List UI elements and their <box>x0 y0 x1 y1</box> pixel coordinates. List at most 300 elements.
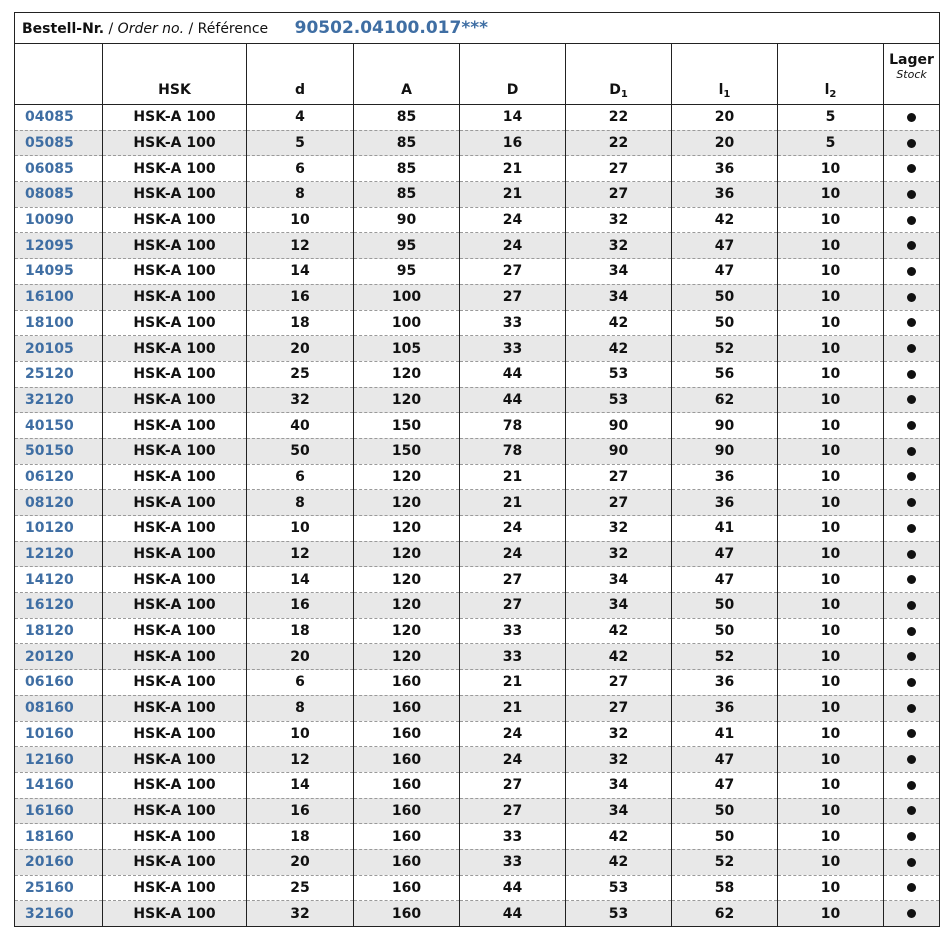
l1-cell: 47 <box>672 233 778 259</box>
a-cell: 120 <box>354 490 460 516</box>
outer-d-cell: 24 <box>460 207 566 233</box>
l2-cell: 10 <box>778 284 884 310</box>
a-cell: 85 <box>354 182 460 208</box>
outer-d-cell: 21 <box>460 182 566 208</box>
hsk-cell: HSK-A 100 <box>103 413 247 439</box>
in-stock-dot-icon <box>907 627 916 636</box>
label-de: Bestell-Nr. <box>22 21 105 37</box>
in-stock-dot-icon <box>907 781 916 790</box>
in-stock-dot-icon <box>907 729 916 738</box>
outer-d-cell: 27 <box>460 284 566 310</box>
d1-cell: 34 <box>566 798 672 824</box>
order-cell: 50150 <box>15 438 103 464</box>
a-cell: 120 <box>354 567 460 593</box>
outer-d-cell: 33 <box>460 849 566 875</box>
stock-cell <box>884 593 940 619</box>
d1-cell: 34 <box>566 593 672 619</box>
in-stock-dot-icon <box>907 601 916 610</box>
order-cell: 14095 <box>15 259 103 285</box>
d-cell: 12 <box>247 747 354 773</box>
d-cell: 12 <box>247 541 354 567</box>
table-row <box>15 490 940 516</box>
d-cell: 14 <box>247 772 354 798</box>
l1-cell: 47 <box>672 772 778 798</box>
l2-cell: 10 <box>778 438 884 464</box>
d1-cell: 27 <box>566 670 672 696</box>
in-stock-dot-icon <box>907 704 916 713</box>
table-row <box>15 156 940 182</box>
table-row <box>15 875 940 901</box>
table-row <box>15 618 940 644</box>
stock-cell <box>884 721 940 747</box>
order-cell: 05085 <box>15 130 103 156</box>
l2-cell: 10 <box>778 772 884 798</box>
stock-cell <box>884 105 940 131</box>
table-row <box>15 259 940 285</box>
l2-cell: 10 <box>778 849 884 875</box>
hsk-cell: HSK-A 100 <box>103 824 247 850</box>
stock-cell <box>884 310 940 336</box>
hsk-cell: HSK-A 100 <box>103 721 247 747</box>
l1-cell: 90 <box>672 438 778 464</box>
table-row <box>15 233 940 259</box>
l1-cell: 50 <box>672 618 778 644</box>
in-stock-dot-icon <box>907 164 916 173</box>
title-cell <box>15 13 940 44</box>
hsk-cell: HSK-A 100 <box>103 387 247 413</box>
stock-cell <box>884 490 940 516</box>
hsk-cell: HSK-A 100 <box>103 901 247 927</box>
hsk-cell: HSK-A 100 <box>103 747 247 773</box>
a-cell: 160 <box>354 849 460 875</box>
l2-cell: 10 <box>778 259 884 285</box>
l1-cell: 58 <box>672 875 778 901</box>
d1-cell: 34 <box>566 567 672 593</box>
column-header-lager <box>884 44 940 105</box>
d1-cell: 34 <box>566 284 672 310</box>
hsk-cell: HSK-A 100 <box>103 464 247 490</box>
outer-d-cell: 33 <box>460 336 566 362</box>
outer-d-cell: 16 <box>460 130 566 156</box>
table-row <box>15 747 940 773</box>
d-cell: 6 <box>247 670 354 696</box>
hsk-cell: HSK-A 100 <box>103 361 247 387</box>
separator: / <box>188 21 194 37</box>
table-row <box>15 901 940 927</box>
table-row <box>15 207 940 233</box>
l1-cell: 52 <box>672 336 778 362</box>
table-row <box>15 284 940 310</box>
table-row <box>15 387 940 413</box>
in-stock-dot-icon <box>907 832 916 841</box>
in-stock-dot-icon <box>907 678 916 687</box>
l1-cell: 41 <box>672 721 778 747</box>
d-cell: 14 <box>247 567 354 593</box>
stock-cell <box>884 516 940 542</box>
stock-cell <box>884 695 940 721</box>
a-cell: 85 <box>354 130 460 156</box>
outer-d-cell: 27 <box>460 259 566 285</box>
table-row <box>15 644 940 670</box>
l1-cell: 62 <box>672 387 778 413</box>
a-cell: 120 <box>354 618 460 644</box>
hsk-cell: HSK-A 100 <box>103 695 247 721</box>
label-fr: Référence <box>197 21 269 37</box>
d1-main: D <box>609 82 621 98</box>
hsk-cell: HSK-A 100 <box>103 259 247 285</box>
a-cell: 160 <box>354 824 460 850</box>
in-stock-dot-icon <box>907 447 916 456</box>
table-row <box>15 772 940 798</box>
a-cell: 90 <box>354 207 460 233</box>
in-stock-dot-icon <box>907 524 916 533</box>
d-cell: 14 <box>247 259 354 285</box>
outer-d-cell: 33 <box>460 824 566 850</box>
a-cell: 160 <box>354 721 460 747</box>
hsk-cell: HSK-A 100 <box>103 182 247 208</box>
d1-cell: 53 <box>566 387 672 413</box>
a-cell: 150 <box>354 413 460 439</box>
l2-cell: 10 <box>778 490 884 516</box>
a-cell: 150 <box>354 438 460 464</box>
table-row <box>15 413 940 439</box>
d-cell: 25 <box>247 361 354 387</box>
stock-cell <box>884 233 940 259</box>
a-cell: 95 <box>354 233 460 259</box>
in-stock-dot-icon <box>907 421 916 430</box>
d-cell: 40 <box>247 413 354 439</box>
stock-cell <box>884 207 940 233</box>
l2-cell: 10 <box>778 567 884 593</box>
order-cell: 16160 <box>15 798 103 824</box>
l1-cell: 20 <box>672 130 778 156</box>
label-en: Order no. <box>117 21 185 37</box>
order-cell: 40150 <box>15 413 103 439</box>
d1-sub: 1 <box>620 89 628 100</box>
hsk-cell: HSK-A 100 <box>103 516 247 542</box>
in-stock-dot-icon <box>907 652 916 661</box>
order-cell: 25120 <box>15 361 103 387</box>
column-header-order <box>15 44 103 105</box>
a-cell: 160 <box>354 875 460 901</box>
d1-cell: 22 <box>566 130 672 156</box>
in-stock-dot-icon <box>907 575 916 584</box>
l2-cell: 10 <box>778 824 884 850</box>
l1-cell: 50 <box>672 310 778 336</box>
l1-cell: 56 <box>672 361 778 387</box>
d1-cell: 27 <box>566 490 672 516</box>
table-row <box>15 438 940 464</box>
hsk-cell: HSK-A 100 <box>103 798 247 824</box>
d1-cell: 53 <box>566 875 672 901</box>
l1-cell: 50 <box>672 798 778 824</box>
order-cell: 20105 <box>15 336 103 362</box>
in-stock-dot-icon <box>907 216 916 225</box>
d-cell: 16 <box>247 798 354 824</box>
a-cell: 160 <box>354 670 460 696</box>
in-stock-dot-icon <box>907 858 916 867</box>
column-header-l1 <box>672 44 778 105</box>
l1-cell: 47 <box>672 567 778 593</box>
column-header-hsk: HSK <box>103 44 247 105</box>
stock-cell <box>884 361 940 387</box>
l2-cell: 10 <box>778 310 884 336</box>
stock-cell <box>884 284 940 310</box>
order-cell: 12095 <box>15 233 103 259</box>
l2-cell: 10 <box>778 618 884 644</box>
in-stock-dot-icon <box>907 498 916 507</box>
l1-cell: 36 <box>672 490 778 516</box>
l1-cell: 52 <box>672 644 778 670</box>
outer-d-cell: 27 <box>460 567 566 593</box>
d1-cell: 22 <box>566 105 672 131</box>
d1-cell: 53 <box>566 361 672 387</box>
d-cell: 8 <box>247 490 354 516</box>
a-cell: 120 <box>354 593 460 619</box>
d-cell: 8 <box>247 695 354 721</box>
d1-cell: 42 <box>566 336 672 362</box>
l1-cell: 62 <box>672 901 778 927</box>
outer-d-cell: 33 <box>460 618 566 644</box>
outer-d-cell: 24 <box>460 233 566 259</box>
order-cell: 06085 <box>15 156 103 182</box>
l1-cell: 36 <box>672 464 778 490</box>
l2-cell: 10 <box>778 156 884 182</box>
d-cell: 18 <box>247 824 354 850</box>
l2-cell: 10 <box>778 233 884 259</box>
l1-cell: 50 <box>672 824 778 850</box>
l2-cell: 10 <box>778 182 884 208</box>
in-stock-dot-icon <box>907 344 916 353</box>
article-number: 90502.04100.017*** <box>294 18 488 38</box>
hsk-cell: HSK-A 100 <box>103 670 247 696</box>
stock-cell <box>884 182 940 208</box>
outer-d-cell: 24 <box>460 721 566 747</box>
hsk-cell: HSK-A 100 <box>103 130 247 156</box>
stock-cell <box>884 875 940 901</box>
hsk-cell: HSK-A 100 <box>103 593 247 619</box>
d-cell: 25 <box>247 875 354 901</box>
in-stock-dot-icon <box>907 472 916 481</box>
a-cell: 120 <box>354 361 460 387</box>
table-row <box>15 310 940 336</box>
in-stock-dot-icon <box>907 267 916 276</box>
outer-d-cell: 21 <box>460 670 566 696</box>
l2-cell: 10 <box>778 361 884 387</box>
outer-d-cell: 21 <box>460 695 566 721</box>
stock-cell <box>884 438 940 464</box>
l1-sub: 1 <box>723 89 731 100</box>
outer-d-cell: 27 <box>460 593 566 619</box>
d-cell: 32 <box>247 901 354 927</box>
l2-cell: 10 <box>778 875 884 901</box>
l2-cell: 10 <box>778 644 884 670</box>
a-cell: 120 <box>354 541 460 567</box>
in-stock-dot-icon <box>907 909 916 918</box>
table-row <box>15 541 940 567</box>
d-cell: 20 <box>247 849 354 875</box>
column-header-a: A <box>354 44 460 105</box>
d-cell: 6 <box>247 464 354 490</box>
stock-cell <box>884 464 940 490</box>
stock-cell <box>884 567 940 593</box>
in-stock-dot-icon <box>907 293 916 302</box>
a-cell: 105 <box>354 336 460 362</box>
a-cell: 160 <box>354 747 460 773</box>
hsk-cell: HSK-A 100 <box>103 284 247 310</box>
l1-cell: 52 <box>672 849 778 875</box>
l1-cell: 47 <box>672 259 778 285</box>
outer-d-cell: 78 <box>460 413 566 439</box>
d1-cell: 27 <box>566 156 672 182</box>
d-cell: 32 <box>247 387 354 413</box>
stock-cell <box>884 413 940 439</box>
outer-d-cell: 44 <box>460 387 566 413</box>
l1-cell: 50 <box>672 284 778 310</box>
d1-cell: 42 <box>566 618 672 644</box>
stock-cell <box>884 849 940 875</box>
outer-d-cell: 78 <box>460 438 566 464</box>
d1-cell: 32 <box>566 541 672 567</box>
a-cell: 160 <box>354 798 460 824</box>
d1-cell: 42 <box>566 310 672 336</box>
d-cell: 12 <box>247 233 354 259</box>
outer-d-cell: 21 <box>460 464 566 490</box>
order-cell: 08160 <box>15 695 103 721</box>
d-cell: 5 <box>247 130 354 156</box>
in-stock-dot-icon <box>907 395 916 404</box>
d-cell: 6 <box>247 156 354 182</box>
in-stock-dot-icon <box>907 370 916 379</box>
stock-cell <box>884 901 940 927</box>
hsk-cell: HSK-A 100 <box>103 336 247 362</box>
stock-cell <box>884 772 940 798</box>
column-header-d: d <box>247 44 354 105</box>
l1-cell: 47 <box>672 541 778 567</box>
d-cell: 18 <box>247 310 354 336</box>
table-row <box>15 105 940 131</box>
d1-cell: 42 <box>566 849 672 875</box>
hsk-cell: HSK-A 100 <box>103 772 247 798</box>
d1-cell: 34 <box>566 772 672 798</box>
d-cell: 4 <box>247 105 354 131</box>
in-stock-dot-icon <box>907 139 916 148</box>
in-stock-dot-icon <box>907 755 916 764</box>
in-stock-dot-icon <box>907 550 916 559</box>
order-cell: 16120 <box>15 593 103 619</box>
order-cell: 10090 <box>15 207 103 233</box>
table-row <box>15 695 940 721</box>
d1-cell: 32 <box>566 207 672 233</box>
l2-cell: 10 <box>778 747 884 773</box>
stock-cell <box>884 670 940 696</box>
outer-d-cell: 24 <box>460 516 566 542</box>
hsk-cell: HSK-A 100 <box>103 310 247 336</box>
in-stock-dot-icon <box>907 883 916 892</box>
l2-cell: 10 <box>778 207 884 233</box>
column-header-row <box>15 44 940 105</box>
l1-cell: 36 <box>672 182 778 208</box>
l1-cell: 36 <box>672 156 778 182</box>
stock-cell <box>884 156 940 182</box>
column-header-l2 <box>778 44 884 105</box>
l1-cell: 50 <box>672 593 778 619</box>
outer-d-cell: 27 <box>460 798 566 824</box>
hsk-cell: HSK-A 100 <box>103 490 247 516</box>
l1-cell: 20 <box>672 105 778 131</box>
d-cell: 18 <box>247 618 354 644</box>
table-row <box>15 182 940 208</box>
d1-cell: 32 <box>566 747 672 773</box>
table-row <box>15 849 940 875</box>
order-cell: 10120 <box>15 516 103 542</box>
l2-sub: 2 <box>829 89 837 100</box>
table-row <box>15 593 940 619</box>
outer-d-cell: 14 <box>460 105 566 131</box>
d1-cell: 27 <box>566 182 672 208</box>
d-cell: 10 <box>247 516 354 542</box>
outer-d-cell: 33 <box>460 310 566 336</box>
l2-cell: 10 <box>778 798 884 824</box>
order-cell: 06120 <box>15 464 103 490</box>
d-cell: 16 <box>247 284 354 310</box>
table-row <box>15 670 940 696</box>
order-cell: 14120 <box>15 567 103 593</box>
a-cell: 100 <box>354 310 460 336</box>
order-cell: 25160 <box>15 875 103 901</box>
stock-cell <box>884 747 940 773</box>
l1-main: l <box>718 82 724 98</box>
in-stock-dot-icon <box>907 113 916 122</box>
a-cell: 160 <box>354 772 460 798</box>
d1-cell: 90 <box>566 438 672 464</box>
outer-d-cell: 44 <box>460 361 566 387</box>
table-row <box>15 464 940 490</box>
table-row <box>15 130 940 156</box>
a-cell: 160 <box>354 695 460 721</box>
outer-d-cell: 21 <box>460 156 566 182</box>
order-cell: 04085 <box>15 105 103 131</box>
l2-cell: 10 <box>778 670 884 696</box>
l2-cell: 10 <box>778 464 884 490</box>
l2-cell: 10 <box>778 413 884 439</box>
a-cell: 85 <box>354 105 460 131</box>
a-cell: 85 <box>354 156 460 182</box>
column-header-d1 <box>566 44 672 105</box>
in-stock-dot-icon <box>907 190 916 199</box>
order-cell: 08085 <box>15 182 103 208</box>
d1-cell: 27 <box>566 695 672 721</box>
order-cell: 18160 <box>15 824 103 850</box>
table-row <box>15 361 940 387</box>
stock-label: Stock <box>896 68 927 81</box>
order-cell: 12120 <box>15 541 103 567</box>
hsk-cell: HSK-A 100 <box>103 618 247 644</box>
stock-cell <box>884 824 940 850</box>
stock-cell <box>884 387 940 413</box>
d1-cell: 32 <box>566 516 672 542</box>
stock-cell <box>884 130 940 156</box>
d1-cell: 42 <box>566 824 672 850</box>
table-row <box>15 824 940 850</box>
order-cell: 18120 <box>15 618 103 644</box>
hsk-cell: HSK-A 100 <box>103 438 247 464</box>
a-cell: 95 <box>354 259 460 285</box>
d-cell: 10 <box>247 721 354 747</box>
d1-cell: 53 <box>566 901 672 927</box>
lager-label: Lager <box>889 52 934 68</box>
l1-cell: 36 <box>672 670 778 696</box>
